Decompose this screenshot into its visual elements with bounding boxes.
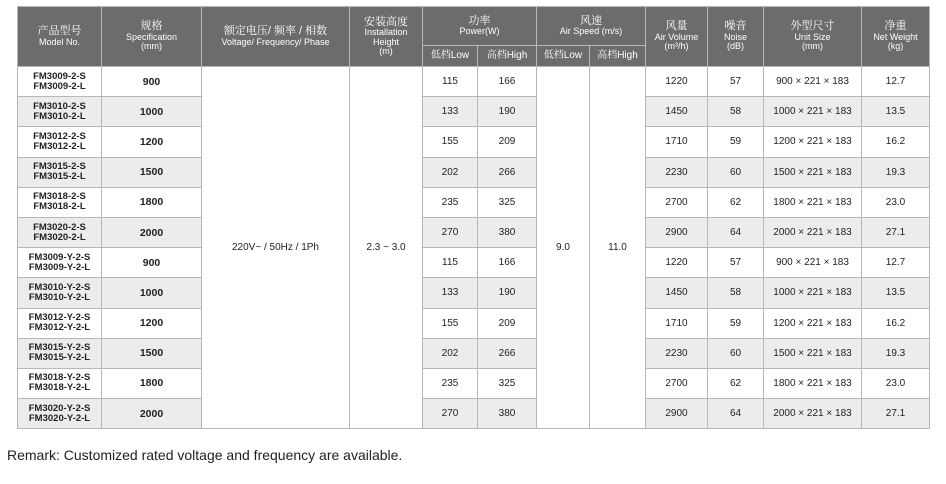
- header-height-cn: 安装高度: [364, 15, 408, 28]
- model-s: FM3018-2-S: [33, 191, 86, 203]
- power-high-cell: 190: [478, 97, 537, 127]
- noise-cell: 62: [708, 187, 764, 217]
- table-row: [18, 127, 930, 157]
- model-l: FM3015-2-L: [33, 171, 86, 183]
- voltage-cell: 220V~ / 50Hz / 1Ph: [202, 67, 350, 429]
- header-height-en1: Installation: [364, 27, 408, 38]
- header-size: [764, 7, 862, 67]
- size-cell: 1800 × 221 × 183: [764, 187, 862, 217]
- model-l: FM3009-2-L: [33, 80, 86, 92]
- model-cell: [18, 187, 102, 217]
- model-cell: [18, 368, 102, 398]
- model-l: FM3018-Y-2-L: [28, 382, 91, 394]
- model-s: FM3009-2-S: [33, 70, 86, 82]
- size-cell: 1200 × 221 × 183: [764, 127, 862, 157]
- speed-high-cell: 11.0: [590, 67, 646, 429]
- header-volume-cn: 风量: [665, 20, 688, 33]
- table-header: [18, 7, 930, 67]
- noise-cell: 57: [708, 67, 764, 97]
- header-power-cn: 功率: [468, 14, 491, 27]
- weight-cell: 23.0: [862, 368, 930, 398]
- noise-cell: 59: [708, 127, 764, 157]
- power-high-cell: 190: [478, 278, 537, 308]
- power-high-cell: 166: [478, 67, 537, 97]
- power-low-cell: 155: [423, 127, 478, 157]
- weight-cell: 27.1: [862, 217, 930, 247]
- spec-cell: 1500: [102, 338, 202, 368]
- model-cell: [18, 308, 102, 338]
- power-low-cell: 270: [423, 399, 478, 429]
- power-low-cell: 235: [423, 368, 478, 398]
- power-high-cell: 380: [478, 217, 537, 247]
- model-s: FM3012-2-S: [33, 130, 86, 142]
- table-body: [18, 67, 930, 429]
- header-noise-cn: 噪音: [724, 20, 747, 33]
- weight-cell: 12.7: [862, 67, 930, 97]
- model-cell: [18, 278, 102, 308]
- model-l: FM3009-Y-2-L: [28, 261, 91, 273]
- spec-cell: 1000: [102, 278, 202, 308]
- weight-cell: 12.7: [862, 248, 930, 278]
- header-model: [18, 7, 102, 67]
- model-s: FM3010-Y-2-S: [28, 281, 91, 293]
- spec-cell: 2000: [102, 399, 202, 429]
- power-low-cell: 133: [423, 278, 478, 308]
- table-row: [18, 217, 930, 247]
- size-cell: 1200 × 221 × 183: [764, 308, 862, 338]
- model-s: FM3020-2-S: [33, 221, 86, 233]
- header-speed-low: 低档Low: [537, 46, 590, 67]
- power-low-cell: 202: [423, 338, 478, 368]
- weight-cell: 13.5: [862, 97, 930, 127]
- model-s: FM3009-Y-2-S: [28, 251, 91, 263]
- header-spec: [102, 7, 202, 67]
- spec-cell: 900: [102, 67, 202, 97]
- spec-table: [17, 6, 930, 429]
- volume-cell: 1710: [646, 127, 708, 157]
- header-weight-en: Net Weight: [873, 31, 918, 42]
- noise-cell: 60: [708, 338, 764, 368]
- spec-cell: 1800: [102, 187, 202, 217]
- header-weight-cn: 净重: [884, 20, 907, 33]
- volume-cell: 2700: [646, 187, 708, 217]
- spec-cell: 1500: [102, 157, 202, 187]
- power-low-cell: 202: [423, 157, 478, 187]
- power-high-cell: 380: [478, 399, 537, 429]
- power-high-cell: 266: [478, 338, 537, 368]
- header-weight: [862, 7, 930, 67]
- power-low-cell: 235: [423, 187, 478, 217]
- volume-cell: 2900: [646, 217, 708, 247]
- model-s: FM3012-Y-2-S: [28, 312, 91, 324]
- header-spec-en: Specification: [125, 31, 178, 42]
- noise-cell: 57: [708, 248, 764, 278]
- power-low-cell: 155: [423, 308, 478, 338]
- header-noise-en: Noise: [723, 31, 747, 42]
- header-spec-unit: (mm): [141, 41, 162, 52]
- power-low-cell: 115: [423, 67, 478, 97]
- table-row: [18, 278, 930, 308]
- volume-cell: 2900: [646, 399, 708, 429]
- noise-cell: 64: [708, 399, 764, 429]
- header-height-unit: (m): [379, 45, 393, 56]
- model-s: FM3018-Y-2-S: [28, 372, 91, 384]
- weight-cell: 27.1: [862, 399, 930, 429]
- header-air-speed-cn: 风速: [580, 14, 602, 27]
- spec-cell: 900: [102, 248, 202, 278]
- header-noise: [708, 7, 764, 67]
- table-row: [18, 338, 930, 368]
- table-row: [18, 157, 930, 187]
- spec-cell: 1000: [102, 97, 202, 127]
- power-high-cell: 325: [478, 187, 537, 217]
- weight-cell: 19.3: [862, 157, 930, 187]
- spec-table-container: [17, 6, 929, 429]
- volume-cell: 2230: [646, 157, 708, 187]
- power-low-cell: 270: [423, 217, 478, 247]
- header-size-unit: (mm): [802, 41, 823, 52]
- header-height: [350, 7, 423, 67]
- model-cell: [18, 248, 102, 278]
- header-weight-unit: (kg): [887, 41, 904, 52]
- table-row: [18, 187, 930, 217]
- spec-cell: 1800: [102, 368, 202, 398]
- noise-cell: 58: [708, 278, 764, 308]
- model-l: FM3012-2-L: [33, 140, 86, 152]
- size-cell: 900 × 221 × 183: [764, 67, 862, 97]
- table-row: [18, 399, 930, 429]
- header-height-en2: Height: [372, 36, 399, 47]
- remark-text: Remark: Customized rated voltage and frequency are available.: [7, 447, 403, 463]
- size-cell: 2000 × 221 × 183: [764, 399, 862, 429]
- volume-cell: 1450: [646, 278, 708, 308]
- header-model-cn: 产品型号: [37, 25, 82, 37]
- model-l: FM3020-2-L: [33, 231, 86, 243]
- table-row: [18, 248, 930, 278]
- model-l: FM3010-2-L: [33, 110, 86, 122]
- weight-cell: 13.5: [862, 278, 930, 308]
- model-s: FM3015-Y-2-S: [28, 342, 91, 354]
- volume-cell: 1220: [646, 67, 708, 97]
- noise-cell: 59: [708, 308, 764, 338]
- volume-cell: 1450: [646, 97, 708, 127]
- header-power: [423, 7, 537, 46]
- height-cell: 2.3 ~ 3.0: [350, 67, 423, 429]
- spec-cell: 1200: [102, 308, 202, 338]
- size-cell: 900 × 221 × 183: [764, 248, 862, 278]
- noise-cell: 58: [708, 97, 764, 127]
- header-size-en: Unit Size: [794, 31, 831, 42]
- model-cell: [18, 217, 102, 247]
- table-row: [18, 308, 930, 338]
- header-power-low: 低档Low: [423, 46, 478, 67]
- header-noise-unit: (dB): [726, 41, 744, 52]
- weight-cell: 19.3: [862, 338, 930, 368]
- model-l: FM3018-2-L: [33, 201, 86, 213]
- model-l: FM3012-Y-2-L: [28, 322, 91, 334]
- model-l: FM3020-Y-2-L: [28, 412, 91, 424]
- volume-cell: 2230: [646, 338, 708, 368]
- power-low-cell: 133: [423, 97, 478, 127]
- model-cell: [18, 157, 102, 187]
- model-l: FM3015-Y-2-L: [28, 352, 91, 364]
- model-cell: [18, 127, 102, 157]
- power-high-cell: 209: [478, 308, 537, 338]
- volume-cell: 2700: [646, 368, 708, 398]
- power-low-cell: 115: [423, 248, 478, 278]
- noise-cell: 60: [708, 157, 764, 187]
- table-row: [18, 368, 930, 398]
- spec-cell: 2000: [102, 217, 202, 247]
- volume-cell: 1220: [646, 248, 708, 278]
- table-row: [18, 67, 930, 97]
- header-power-high: 高档High: [478, 46, 537, 67]
- model-s: FM3020-Y-2-S: [28, 402, 91, 414]
- size-cell: 1800 × 221 × 183: [764, 368, 862, 398]
- size-cell: 1500 × 221 × 183: [764, 338, 862, 368]
- model-l: FM3010-Y-2-L: [28, 291, 91, 303]
- size-cell: 2000 × 221 × 183: [764, 217, 862, 247]
- power-high-cell: 266: [478, 157, 537, 187]
- header-voltage: [202, 7, 350, 67]
- model-cell: [18, 67, 102, 97]
- model-cell: [18, 97, 102, 127]
- volume-cell: 1710: [646, 308, 708, 338]
- model-s: FM3015-2-S: [33, 161, 86, 173]
- header-volume: [646, 7, 708, 67]
- header-model-en: Model No.: [38, 36, 81, 47]
- header-air-speed-en: Air Speed (m/s): [559, 26, 623, 37]
- header-size-cn: 外型尺寸: [790, 20, 835, 33]
- power-high-cell: 325: [478, 368, 537, 398]
- header-air-speed: [537, 7, 646, 46]
- power-high-cell: 209: [478, 127, 537, 157]
- model-cell: [18, 399, 102, 429]
- header-speed-high: 高档High: [590, 46, 646, 67]
- header-volume-unit: (m³/h): [664, 41, 689, 52]
- header-voltage-en: Voltage/ Frequency/ Phase: [221, 36, 330, 47]
- power-high-cell: 166: [478, 248, 537, 278]
- weight-cell: 16.2: [862, 308, 930, 338]
- header-volume-en: Air Volume: [654, 31, 699, 42]
- weight-cell: 23.0: [862, 187, 930, 217]
- weight-cell: 16.2: [862, 127, 930, 157]
- header-spec-cn: 规格: [140, 20, 163, 33]
- size-cell: 1000 × 221 × 183: [764, 97, 862, 127]
- size-cell: 1500 × 221 × 183: [764, 157, 862, 187]
- noise-cell: 64: [708, 217, 764, 247]
- speed-low-cell: 9.0: [537, 67, 590, 429]
- model-s: FM3010-2-S: [33, 100, 86, 112]
- header-voltage-cn: 额定电压/ 频率 / 相数: [223, 25, 328, 37]
- header-power-en: Power(W): [459, 26, 500, 37]
- noise-cell: 62: [708, 368, 764, 398]
- size-cell: 1000 × 221 × 183: [764, 278, 862, 308]
- model-cell: [18, 338, 102, 368]
- table-row: [18, 97, 930, 127]
- spec-cell: 1200: [102, 127, 202, 157]
